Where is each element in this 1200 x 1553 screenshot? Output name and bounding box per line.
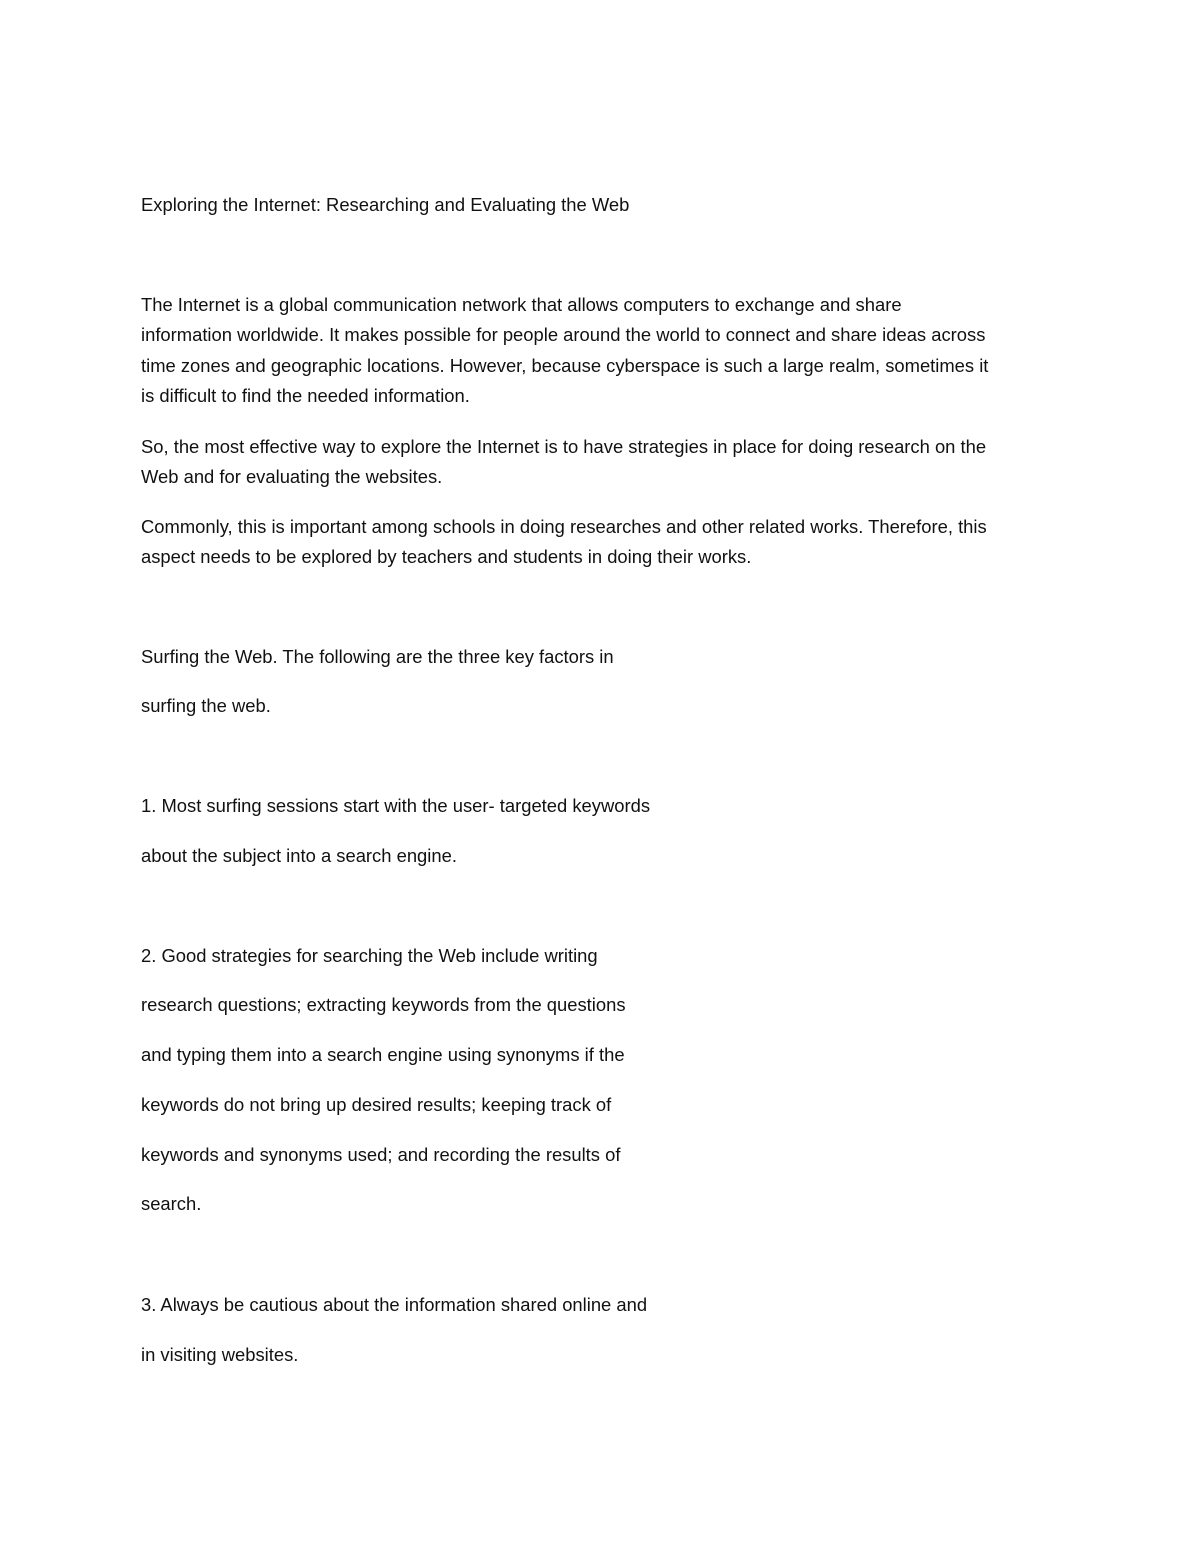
list-item-2-line-1: 2. Good strategies for searching the Web include writing: [141, 945, 598, 966]
paragraph-2-line-2: Web and for evaluating the websites.: [141, 466, 443, 487]
paragraph-1-line-2: information worldwide. It makes possible for people around the world to connect and share ideas across: [141, 324, 986, 345]
list-item-3-line-1: 3. Always be cautious about the information shared online and: [141, 1294, 648, 1315]
paragraph-1-line-4: is difficult to find the needed information.: [141, 385, 470, 406]
list-item-3-line-2: in visiting websites.: [141, 1344, 299, 1365]
paragraph-1-line-1: The Internet is a global communication network that allows computers to exchange and share: [141, 294, 902, 315]
surfing-intro-line-1: Surfing the Web. The following are the three key factors in: [141, 646, 614, 667]
list-item-1-line-1: 1. Most surfing sessions start with the user- targeted keywords: [141, 795, 651, 816]
list-item-2-line-6: search.: [141, 1193, 202, 1214]
paragraph-3-line-2: aspect needs to be explored by teachers and students in doing their works.: [141, 546, 752, 567]
paragraph-3-line-1: Commonly, this is important among schools in doing researches and other related works. Therefore, this: [141, 516, 987, 537]
list-item-2-line-2: research questions; extracting keywords from the questions: [141, 994, 626, 1015]
list-item-2-line-3: and typing them into a search engine using synonyms if the: [141, 1044, 625, 1065]
list-item-2-line-4: keywords do not bring up desired results; keeping track of: [141, 1094, 612, 1115]
surfing-intro-line-2: surfing the web.: [141, 695, 271, 716]
paragraph-1-line-3: time zones and geographic locations. However, because cyberspace is such a large realm, sometimes it: [141, 355, 989, 376]
list-item-1-line-2: about the subject into a search engine.: [141, 845, 457, 866]
paragraph-2-line-1: So, the most effective way to explore the Internet is to have strategies in place for doing research on the: [141, 436, 987, 457]
document-title: Exploring the Internet: Researching and Evaluating the Web: [141, 194, 630, 215]
list-item-2-line-5: keywords and synonyms used; and recording the results of: [141, 1144, 621, 1165]
